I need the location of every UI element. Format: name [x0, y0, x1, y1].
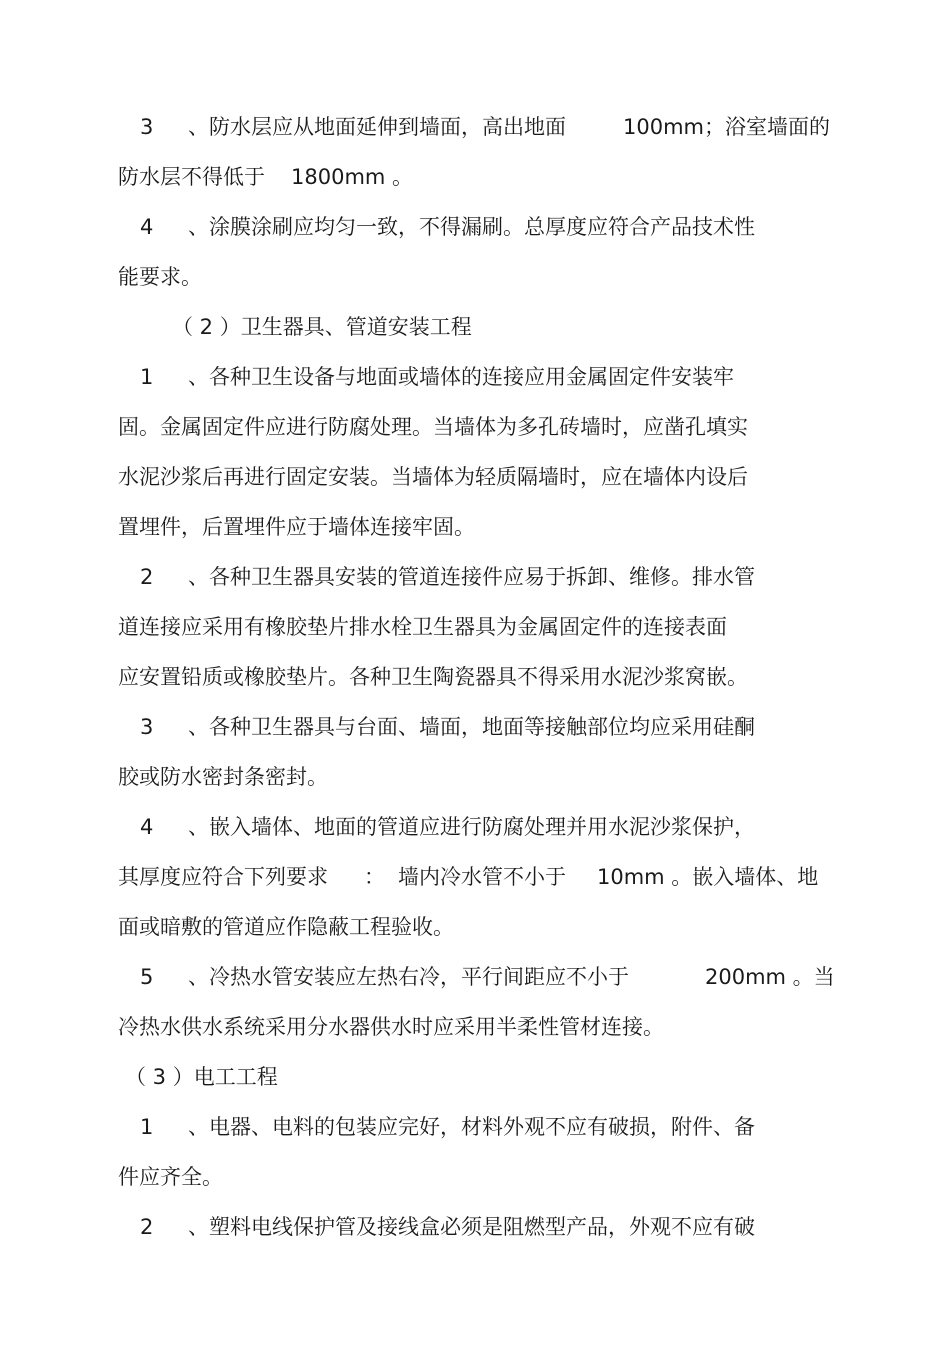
paragraph-line: 面或暗敷的管道应作隐蔽工程验收。 [118, 915, 454, 939]
paragraph-line: 、冷热水管安装应左热右冷，平行间距应不小于 [188, 965, 629, 989]
paragraph-line-middle: 墙内冷水管不小于 [398, 865, 566, 889]
item-number: 4 [140, 815, 154, 839]
paragraph-line: 、涂膜涂刷应均匀一致，不得漏刷。总厚度应符合产品技术性 [188, 215, 755, 239]
paragraph-line: 置埋件，后置埋件应于墙体连接牢固。 [118, 515, 475, 539]
paragraph-line: 、塑料电线保护管及接线盒必须是阻燃型产品，外观不应有破 [188, 1215, 755, 1239]
item-number: 2 [140, 565, 154, 589]
item-number: 1 [140, 1115, 154, 1139]
paragraph-line: 、各种卫生器具安装的管道连接件应易于拆卸、维修。排水管 [188, 565, 755, 589]
paragraph-line: 能要求。 [118, 265, 202, 289]
paragraph-line: 水泥沙浆后再进行固定安装。当墙体为轻质隔墙时，应在墙体内设后 [118, 465, 748, 489]
paragraph-line: 、嵌入墙体、地面的管道应进行防腐处理并用水泥沙浆保护， [188, 815, 755, 839]
paragraph-line-tail: 1800mm 。 [291, 165, 414, 189]
paragraph-line: 防水层不得低于 [118, 165, 265, 189]
item-number: 3 [140, 115, 154, 139]
item-number: 2 [140, 1215, 154, 1239]
paragraph-line: 应安置铅质或橡胶垫片。各种卫生陶瓷器具不得采用水泥沙浆窝嵌。 [118, 665, 748, 689]
item-number: 1 [140, 365, 154, 389]
item-number: 3 [140, 715, 154, 739]
section-heading: （ 3 ）电工工程 [125, 1065, 278, 1089]
paragraph-line: 、防水层应从地面延伸到墙面，高出地面 [188, 115, 566, 139]
paragraph-line: 、电器、电料的包装应完好，材料外观不应有破损，附件、备 [188, 1115, 755, 1139]
item-number: 4 [140, 215, 154, 239]
paragraph-line: 其厚度应符合下列要求 [118, 865, 328, 889]
paragraph-line: 件应齐全。 [118, 1165, 223, 1189]
paragraph-line: 道连接应采用有橡胶垫片排水栓卫生器具为金属固定件的连接表面 [118, 615, 727, 639]
paragraph-line: 、各种卫生设备与地面或墙体的连接应用金属固定件安装牢 [188, 365, 734, 389]
paragraph-line-colon: ： [364, 865, 385, 889]
paragraph-line-tail: 200mm 。当 [705, 965, 835, 989]
section-heading: （ 2 ）卫生器具、管道安装工程 [172, 315, 472, 339]
paragraph-line: 、各种卫生器具与台面、墙面，地面等接触部位均应采用硅酮 [188, 715, 755, 739]
paragraph-line-tail: 100mm；浴室墙面的 [623, 115, 830, 139]
paragraph-line-tail: 10mm 。嵌入墙体、地 [597, 865, 819, 889]
paragraph-line: 固。金属固定件应进行防腐处理。当墙体为多孔砖墙时，应凿孔填实 [118, 415, 748, 439]
item-number: 5 [140, 965, 154, 989]
paragraph-line: 胶或防水密封条密封。 [118, 765, 328, 789]
paragraph-line: 冷热水供水系统采用分水器供水时应采用半柔性管材连接。 [118, 1015, 664, 1039]
